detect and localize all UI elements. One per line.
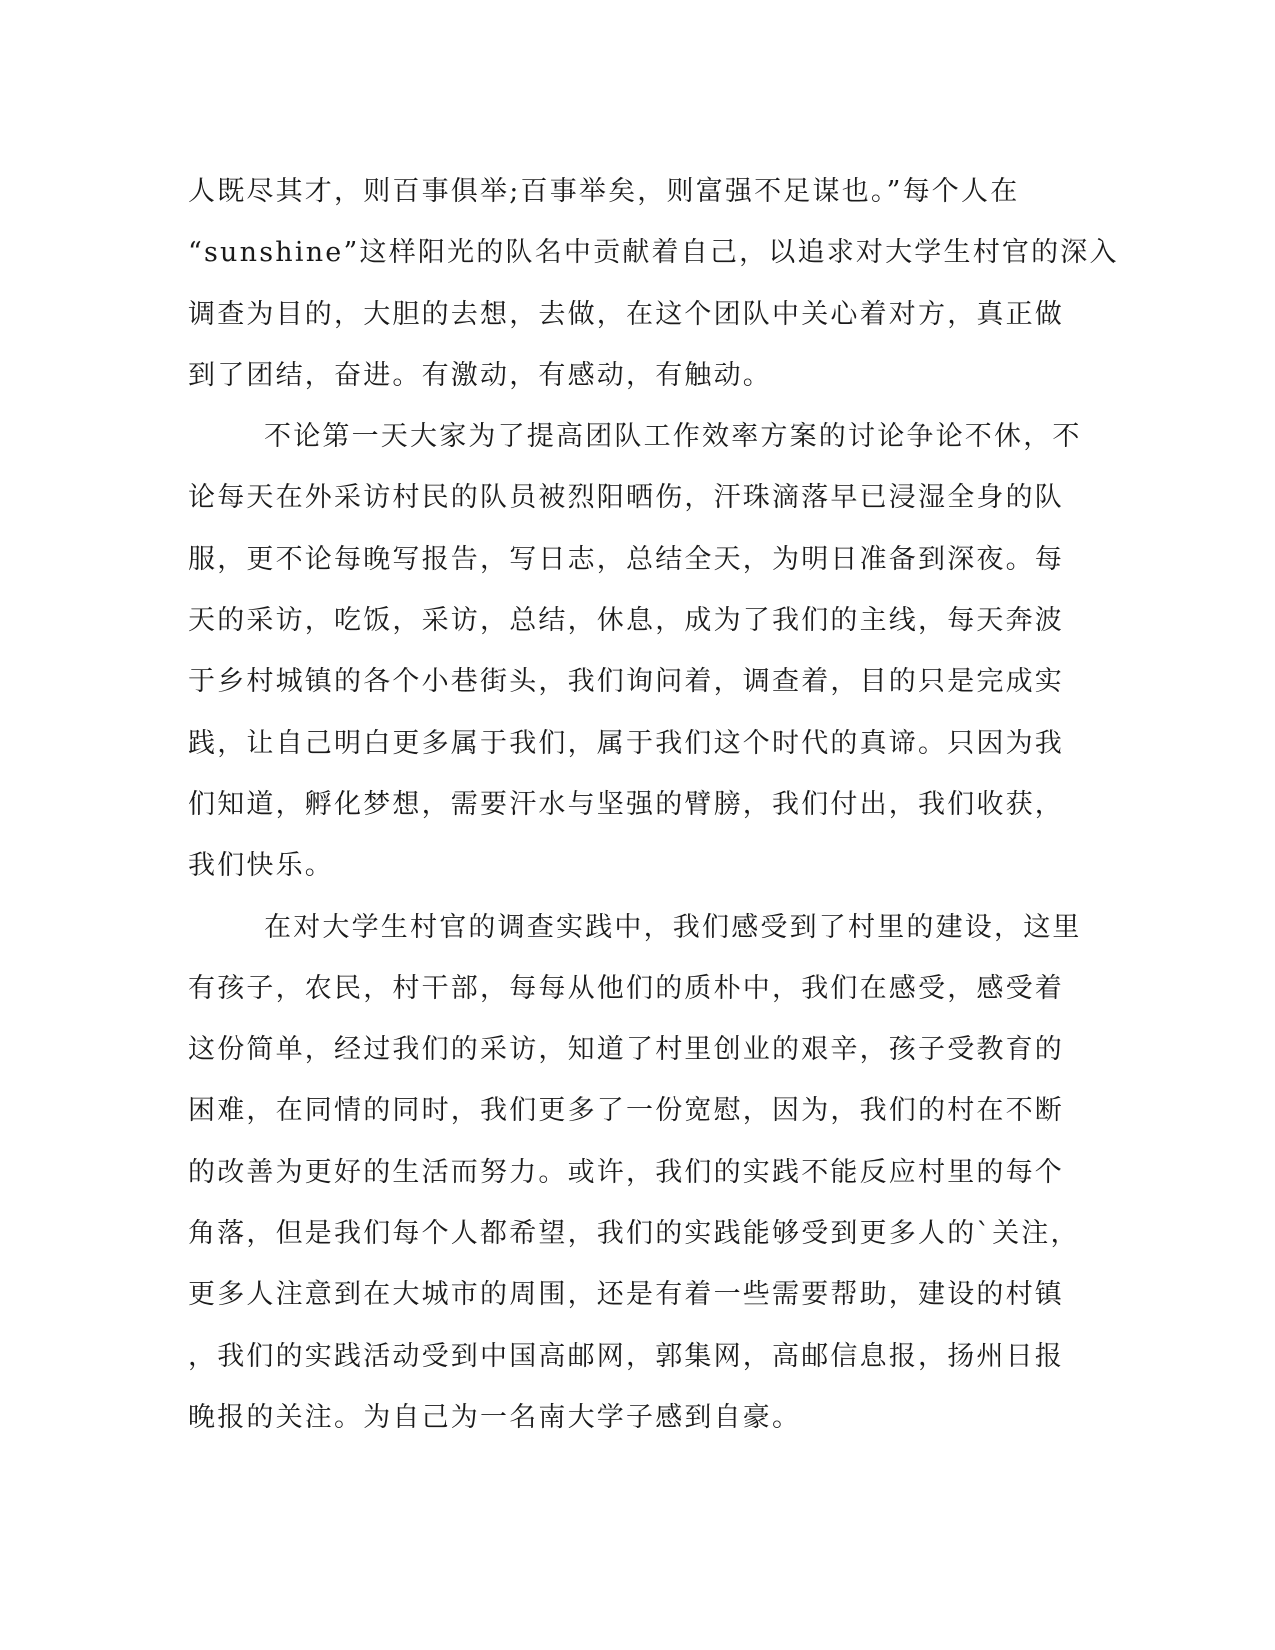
paragraph-1-line-4: 到了团结，奋进。有激动，有感动，有触动。 <box>188 359 772 391</box>
paragraph-2-line-6: 践，让自己明白更多属于我们，属于我们这个时代的真谛。只因为我 <box>188 727 1064 759</box>
paragraph-2-line-3: 服，更不论每晚写报告，写日志，总结全天，为明日准备到深夜。每 <box>188 543 1064 575</box>
paragraph-3-line-9: 晚报的关注。为自己为一名南大学子感到自豪。 <box>188 1401 802 1433</box>
paragraph-2-line-1: 不论第一天大家为了提高团队工作效率方案的讨论争论不休，不 <box>264 421 1082 453</box>
paragraph-3-line-7: 更多人注意到在大城市的周围，还是有着一些需要帮助，建设的村镇 <box>188 1279 1064 1311</box>
paragraph-2-line-4: 天的采访，吃饭，采访，总结，休息，成为了我们的主线，每天奔波 <box>188 605 1064 637</box>
paragraph-3-line-2: 有孩子，农民，村干部，每每从他们的质朴中，我们在感受，感受着 <box>188 972 1064 1004</box>
paragraph-1-line-3: 调查为目的，大胆的去想，去做，在这个团队中关心着对方，真正做 <box>188 298 1064 330</box>
body-text <box>188 161 1119 1448</box>
paragraph-2-line-7: 们知道，孵化梦想，需要汗水与坚强的臂膀，我们付出，我们收获， <box>188 788 1064 820</box>
paragraph-2-line-5: 于乡村城镇的各个小巷街头，我们询问着，调查着，目的只是完成实 <box>188 666 1064 698</box>
paragraph-3-line-3: 这份简单，经过我们的采访，知道了村里创业的艰辛，孩子受教育的 <box>188 1034 1064 1066</box>
paragraph-1-line-2: “sunshine”这样阳光的队名中贡献着自己，以追求对大学生村官的深入 <box>188 237 1119 269</box>
paragraph-2-line-2: 论每天在外采访村民的队员被烈阳晒伤，汗珠滴落早已浸湿全身的队 <box>188 482 1064 514</box>
paragraph-2-line-8: 我们快乐。 <box>188 850 334 882</box>
paragraph-3-line-1: 在对大学生村官的调查实践中，我们感受到了村里的建设，这里 <box>264 911 1082 943</box>
paragraph-3-line-5: 的改善为更好的生活而努力。或许，我们的实践不能反应村里的每个 <box>188 1156 1064 1188</box>
paragraph-1-line-1: 人既尽其才，则百事俱举;百事举矣，则富强不足谋也。”每个人在 <box>188 176 1020 207</box>
paragraph-3-line-8: ，我们的实践活动受到中国高邮网，郭集网，高邮信息报，扬州日报 <box>188 1340 1064 1372</box>
paragraph-3-line-4: 困难，在同情的同时，我们更多了一份宽慰，因为，我们的村在不断 <box>188 1095 1064 1127</box>
paragraph-3-line-6: 角落，但是我们每个人都希望，我们的实践能够受到更多人的`关注， <box>188 1218 1080 1250</box>
